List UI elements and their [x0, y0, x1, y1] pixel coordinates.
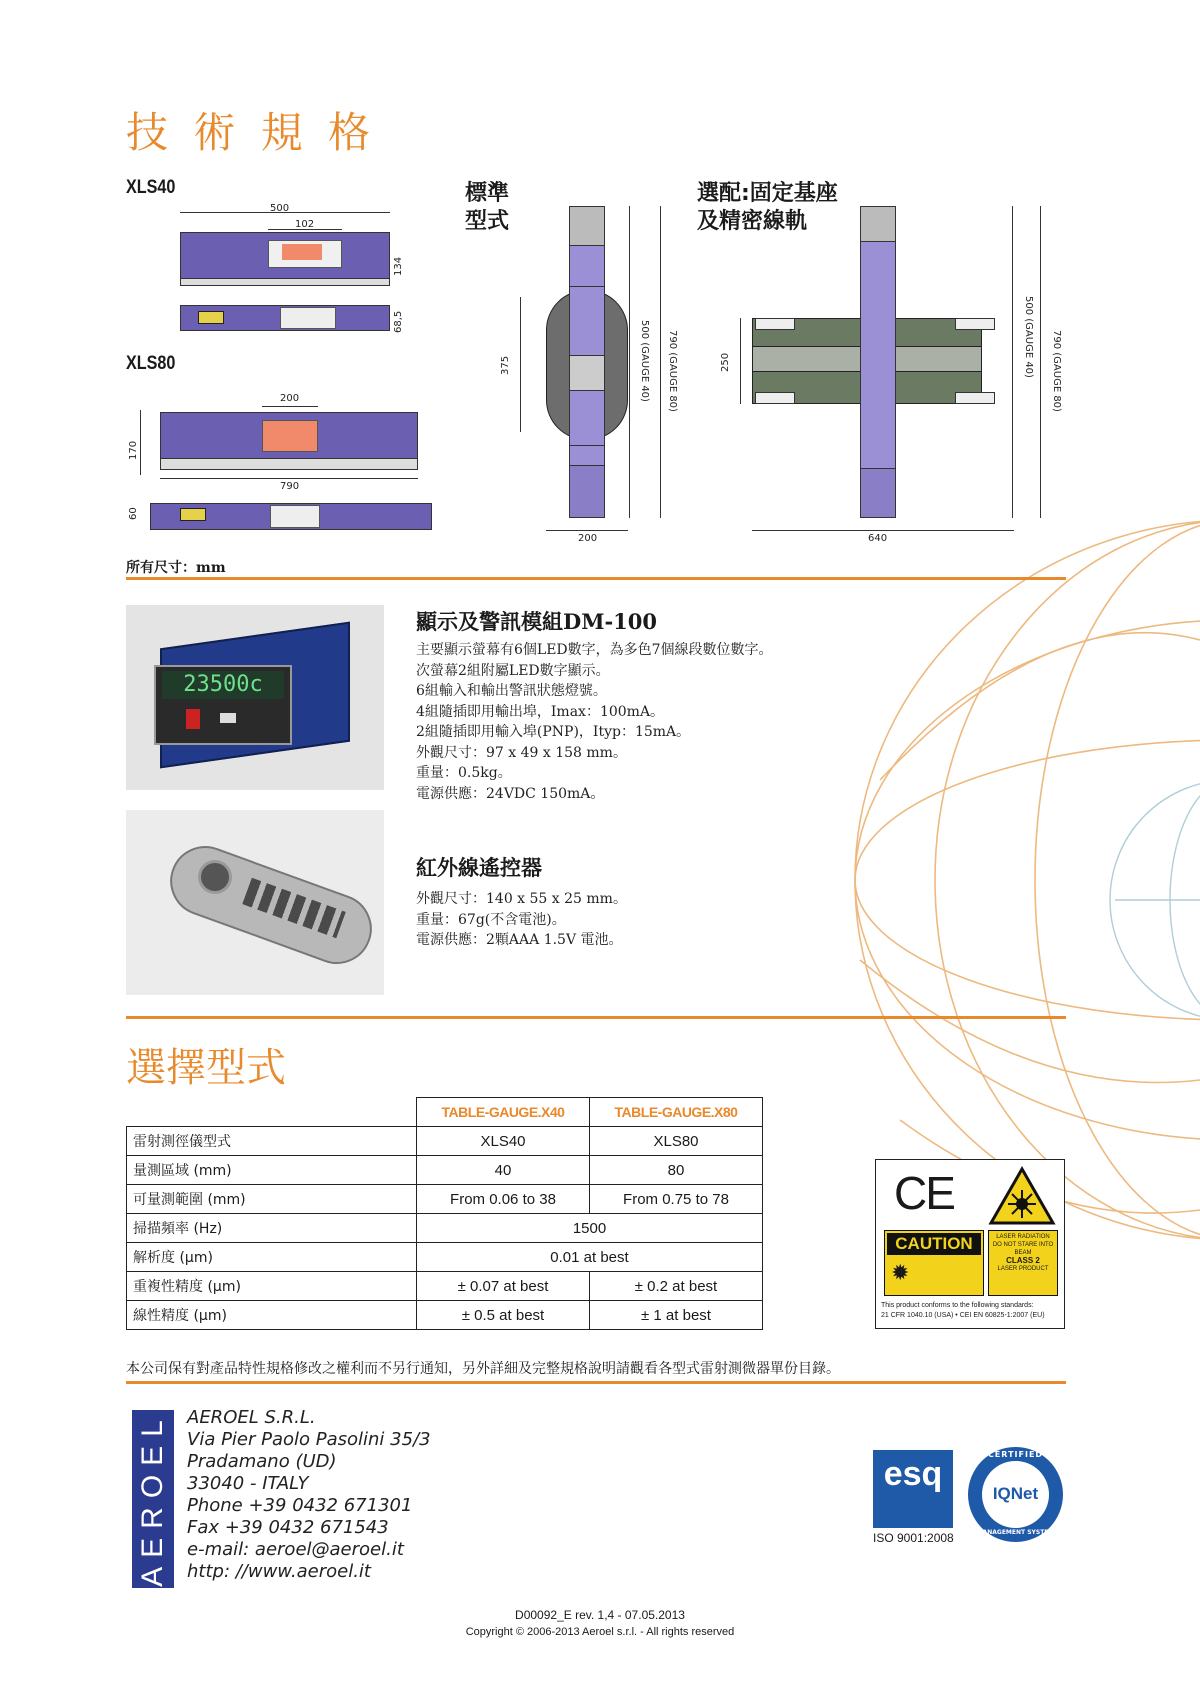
table-row: 重複性精度 (μm) ± 0.07 at best ± 0.2 at best [127, 1272, 763, 1301]
document-number: D00092_E rev. 1,4 - 07.05.2013 [515, 1608, 685, 1622]
divider [126, 1381, 1066, 1384]
disclaimer: 本公司保有對產品特性規格修改之權利而不另行通知，另外詳細及完整規格說明請觀看各型式雷射測微器單份目錄。 [126, 1361, 840, 1377]
address-line: 33040 - ITALY [187, 1473, 309, 1494]
divider [126, 1016, 1066, 1019]
spec-line: 6組輸入和輸出警訊狀態燈號。 [416, 683, 607, 699]
dm100-display: 23500c [162, 671, 284, 699]
optional-label-1: 選配:固定基座 [697, 181, 838, 206]
website-link[interactable]: http: //www.aeroel.it [187, 1561, 371, 1582]
laser-burst-icon: ✹ [891, 1261, 910, 1286]
spec-line: 電源供應：24VDC 150mA。 [416, 785, 605, 802]
xls40-label: XLS40 [126, 177, 176, 198]
ce-mark: CE [894, 1167, 954, 1219]
divider [126, 577, 1066, 580]
table-row: 量測區域 (mm) 40 80 [127, 1156, 763, 1185]
laser-warning-icon [988, 1166, 1056, 1226]
table-row: 可量測範圍 (mm) From 0.06 to 38 From 0.75 to 78 [127, 1185, 763, 1214]
iqnet-logo: CERTIFIED IQNet MANAGEMENT SYSTEM [968, 1447, 1063, 1542]
standard-label-2: 型式 [465, 209, 510, 234]
address-line: Pradamano (UD) [187, 1451, 337, 1472]
standard-label-1: 標準 [465, 181, 510, 206]
spec-line: 電源供應：2顆AAA 1.5V 電池。 [416, 932, 623, 948]
spec-line: 外觀尺寸：140 x 55 x 25 mm。 [416, 891, 627, 907]
copyright: Copyright © 2006-2013 Aeroel s.r.l. - All rights reserved [465, 1626, 735, 1638]
spec-line: 2組隨插即用輸入埠(PNP)，Ityp：15mA。 [416, 724, 691, 740]
remote-spec-list [416, 889, 627, 951]
dm100-spec-list [416, 640, 773, 804]
company-address [187, 1407, 431, 1583]
selection-table [126, 1097, 763, 1330]
remote-photo [126, 810, 384, 995]
spec-line: 主要顯示螢幕有6個LED數字，為多色7個線段數位數字。 [416, 642, 773, 658]
table-header: TABLE-GAUGE.X80 [590, 1098, 763, 1127]
table-row: 線性精度 (μm) ± 0.5 at best ± 1 at best [127, 1301, 763, 1330]
table-row: 掃描頻率 (Hz) 1500 [127, 1214, 763, 1243]
email-link[interactable]: e-mail: aeroel@aeroel.it [187, 1539, 404, 1560]
iso-label: ISO 9001:2008 [873, 1531, 954, 1545]
xls80-label: XLS80 [126, 353, 176, 374]
dm100-photo [126, 605, 384, 790]
spec-line: 重量：0.5kg。 [416, 765, 512, 781]
table-header: TABLE-GAUGE.X40 [417, 1098, 590, 1127]
address-line: Via Pier Paolo Pasolini 35/3 [187, 1429, 431, 1450]
laser-class-label: LASER RADIATION DO NOT STARE INTO BEAM CLASS 2 LASER PRODUCT [988, 1230, 1058, 1296]
page-title: 技 術 規 格 [126, 108, 377, 157]
spec-line: 外觀尺寸：97 x 49 x 158 mm。 [416, 744, 627, 761]
dm100-title: 顯示及警訊模組DM-100 [416, 609, 658, 634]
spec-line: 次螢幕2組附屬LED數字顯示。 [416, 662, 610, 679]
conformity-text: This product conforms to the following standards: 21 CFR 1040.10 (USA) • CEI EN 60825-1:2007 (EU) [881, 1302, 1045, 1319]
fax: Fax +39 0432 671543 [187, 1517, 389, 1538]
table-row: 解析度 (μm) 0.01 at best [127, 1243, 763, 1272]
unit-note: 所有尺寸：mm [126, 560, 226, 576]
spec-line: 重量：67g(不含電池)。 [416, 911, 566, 928]
spec-line: 4組隨插即用輸出埠，Imax：100mA。 [416, 703, 665, 720]
selection-title: 選擇型式 [126, 1045, 286, 1091]
table-header-row [127, 1098, 763, 1127]
esq-logo: esq [873, 1450, 953, 1528]
company-name: AEROEL S.R.L. [187, 1407, 316, 1428]
optional-label-2: 及精密線軌 [697, 209, 808, 234]
table-row: 雷射測徑儀型式 XLS40 XLS80 [127, 1127, 763, 1156]
phone: Phone +39 0432 671301 [187, 1495, 413, 1516]
remote-title: 紅外線遙控器 [416, 856, 542, 880]
caution-label: CAUTION ✹ [884, 1230, 984, 1296]
certification-box [875, 1159, 1065, 1329]
aeroel-logo: AEROEL [132, 1410, 174, 1588]
